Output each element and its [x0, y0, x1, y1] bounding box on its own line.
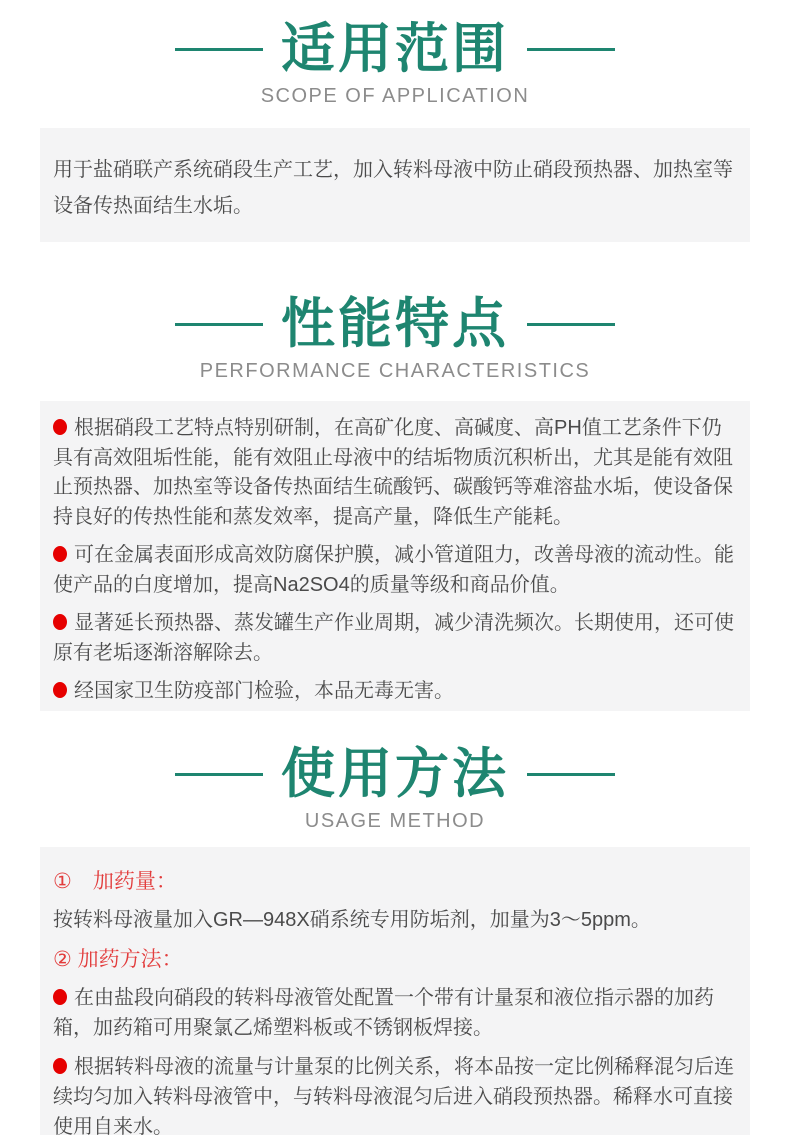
- section-title-usage: 使用方法: [281, 744, 509, 804]
- usage-step1-text: 按转料母液量加入GR—948X硝系统专用防垢剂，加量为3～5ppm。: [53, 909, 651, 931]
- performance-bullet-text: 根据硝段工艺特点特别研制，在高矿化度、高碱度、高PH值工艺条件下仍具有高效阻垢性能，能有效阻止母液中的结垢物质沉积析出，尤其是能有效阻止预热器、加热室等设备传热面结生硫酸钙、碳酸钙等难溶盐水垢，使设备保持良好的传热性能和蒸发效率，提高产量，降低生产能耗。: [53, 417, 733, 528]
- section-header-usage-row: [0, 742, 790, 806]
- section-header-scope-row: [0, 17, 790, 81]
- performance-bullet-text: 经国家卫生防疫部门检验，本品无毒无害。: [74, 680, 454, 702]
- performance-bullet-item: [53, 541, 735, 600]
- section-title-scope: 适用范围: [281, 19, 509, 79]
- usage-step1-label: ① 加药量：: [53, 870, 177, 893]
- usage-bullet-text: 在由盐段向硝段的转料母液管处配置一个带有计量泵和液位指示器的加药箱，加药箱可用聚氯乙烯塑料板或不锈钢板焊接。: [53, 987, 714, 1039]
- usage-bullet-item: [53, 1052, 735, 1140]
- panel-performance: [40, 401, 750, 711]
- panel-scope: [40, 128, 750, 242]
- header-dash-left: [175, 48, 263, 51]
- header-dash-right: [527, 323, 615, 326]
- performance-bullet-item: [53, 414, 735, 532]
- performance-bullet-text: 可在金属表面形成高效防腐保护膜，减小管道阻力，改善母液的流动性。能使产品的白度增加，提高Na2SO4的质量等级和商品价值。: [53, 544, 734, 596]
- header-dash-right: [527, 773, 615, 776]
- section-subtitle-scope: SCOPE OF APPLICATION: [260, 85, 530, 107]
- bullet-dot-icon: [53, 419, 67, 435]
- bullet-dot-icon: [53, 546, 67, 562]
- section-subtitle-performance: PERFORMANCE CHARACTERISTICS: [199, 360, 591, 382]
- performance-bullet-text: 显著延长预热器、蒸发罐生产作业周期，减少清洗频次。长期使用，还可使原有老垢逐渐溶解除去。: [53, 612, 734, 664]
- section-header-usage: [0, 742, 790, 833]
- header-dash-right: [527, 48, 615, 51]
- usage-bullet-text: 根据转料母液的流量与计量泵的比例关系，将本品按一定比例稀释混匀后连续均匀加入转料母液管中，与转料母液混匀后进入硝段预热器。稀释水可直接使用自来水。: [53, 1056, 734, 1138]
- section-title-performance: 性能特点: [281, 294, 509, 354]
- panel-usage: [40, 847, 750, 1138]
- bullet-dot-icon: [53, 682, 67, 698]
- performance-bullet-item: [53, 609, 735, 668]
- header-dash-left: [175, 323, 263, 326]
- section-subtitle-usage: USAGE METHOD: [304, 810, 486, 832]
- usage-step2-label: ② 加药方法：: [53, 948, 183, 971]
- bullet-dot-icon: [53, 614, 67, 630]
- section-header-performance-row: [0, 292, 790, 356]
- usage-bullet-item: [53, 983, 735, 1043]
- bullet-dot-icon: [53, 989, 67, 1005]
- bullet-dot-icon: [53, 1058, 67, 1074]
- scope-body-text: 用于盐硝联产系统硝段生产工艺，加入转料母液中防止硝段预热器、加热室等设备传热面结生水垢。: [53, 159, 733, 217]
- section-header-scope: [0, 0, 790, 108]
- performance-bullet-item: [53, 677, 735, 707]
- section-header-performance: [0, 292, 790, 383]
- header-dash-left: [175, 773, 263, 776]
